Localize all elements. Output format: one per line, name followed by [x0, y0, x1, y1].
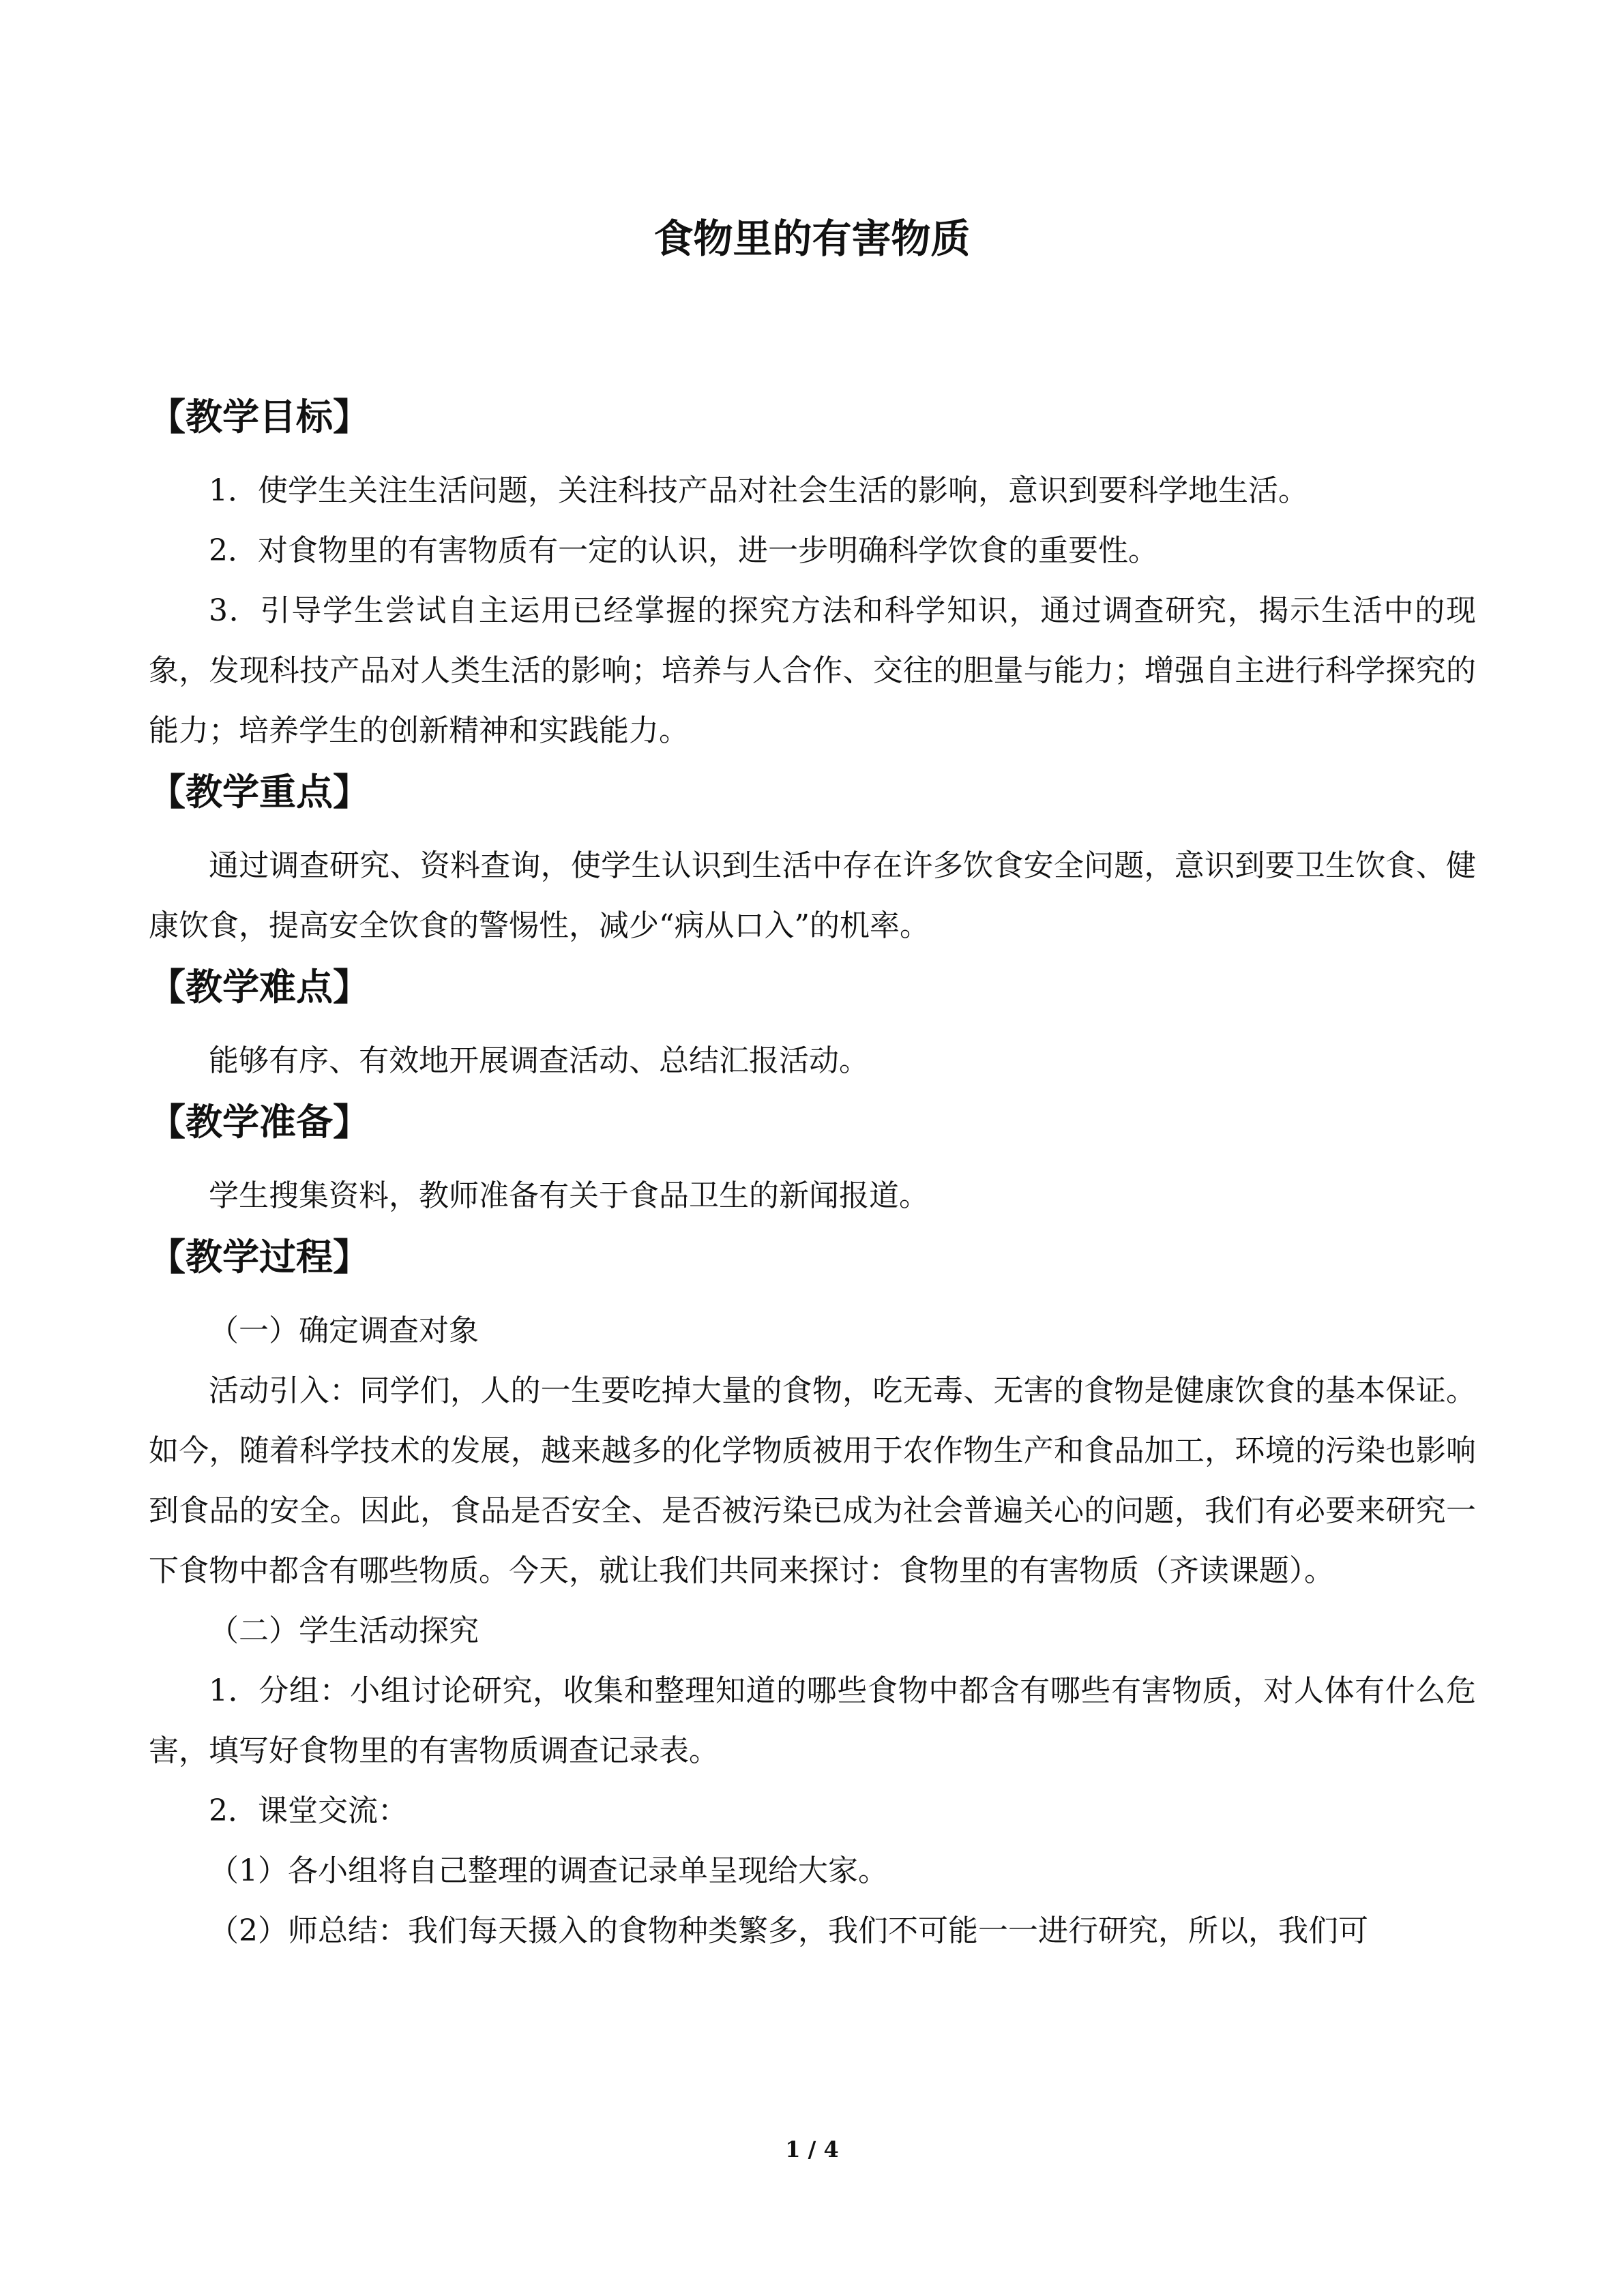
paragraph: 1．分组：小组讨论研究，收集和整理知道的哪些食物中都含有哪些有害物质，对人体有什么危害，填写好食物里的有害物质调查记录表。 [149, 1673, 1476, 1768]
section-teaching-goals [149, 390, 1476, 761]
document-body [149, 390, 1476, 1965]
section-heading: 【教学难点】 [149, 966, 370, 1009]
paragraph: 通过调查研究、资料查询，使学生认识到生活中存在许多饮食安全问题，意识到要卫生饮食、健康饮食，提高安全饮食的警惕性，减少“病从口入”的机率。 [149, 848, 1476, 943]
subsection-heading: （二）学生活动探究 [209, 1613, 479, 1648]
paragraph: 能够有序、有效地开展调查活动、总结汇报活动。 [209, 1043, 869, 1078]
section-process [149, 1230, 1476, 1961]
page-number: 1 / 4 [785, 2136, 839, 2162]
subsection-heading: （一）确定调查对象 [209, 1313, 479, 1348]
paragraph: 1．使学生关注生活问题，关注科技产品对社会生活的影响，意识到要科学地生活。 [209, 473, 1308, 508]
section-preparation [149, 1095, 1476, 1226]
section-heading: 【教学目标】 [149, 396, 370, 438]
document-title: 食物里的有害物质 [653, 215, 971, 262]
section-heading: 【教学重点】 [149, 771, 370, 814]
paragraph: 2．课堂交流： [209, 1793, 408, 1828]
paragraph: （2）师总结：我们每天摄入的食物种类繁多，我们不可能一一进行研究，所以，我们可 [209, 1913, 1368, 1948]
section-heading: 【教学过程】 [149, 1236, 370, 1279]
paragraph: 活动引入：同学们，人的一生要吃掉大量的食物，吃无毒、无害的食物是健康饮食的基本保证。如今，随着科学技术的发展，越来越多的化学物质被用于农作物生产和食品加工，环境的污染也影响到食品的安全。因此，食品是否安全、是否被污染已成为社会普遍关心的问题，我们有必要来研究一下食物中都含有哪些物质。今天，就让我们共同来探讨：食物里的有害物质（齐读课题）。 [149, 1373, 1476, 1588]
paragraph: 学生搜集资料，教师准备有关于食品卫生的新闻报道。 [209, 1178, 929, 1213]
paragraph: 3．引导学生尝试自主运用已经掌握的探究方法和科学知识，通过调查研究，揭示生活中的现象，发现科技产品对人类生活的影响；培养与人合作、交往的胆量与能力；增强自主进行科学探究的能力；培养学生的创新精神和实践能力。 [149, 593, 1476, 748]
paragraph: 2．对食物里的有害物质有一定的认识，进一步明确科学饮食的重要性。 [209, 533, 1158, 568]
section-heading: 【教学准备】 [149, 1101, 370, 1144]
section-key-points [149, 765, 1476, 956]
section-difficulties [149, 960, 1476, 1091]
paragraph: （1）各小组将自己整理的调查记录单呈现给大家。 [209, 1853, 888, 1888]
